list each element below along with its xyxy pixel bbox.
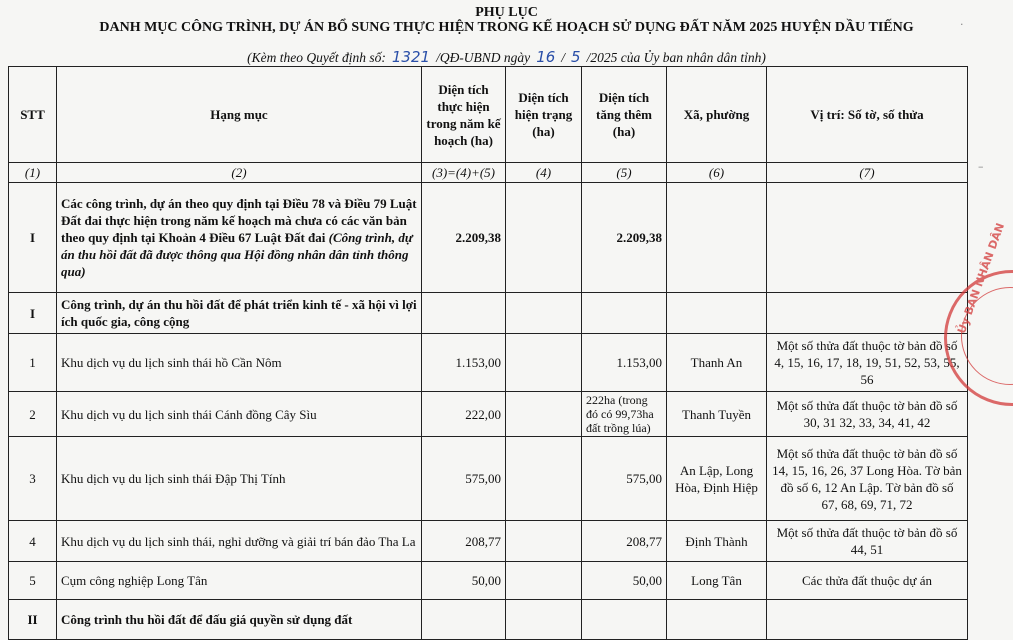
row-ht xyxy=(506,437,582,521)
project-table xyxy=(8,66,968,640)
row-vi-tri: Một số thửa đất thuộc tờ bản đồ số 14, 15, 16, 26, 37 Long Hòa. Tờ bản đồ số 6, 12 An Lập. Tờ bản đồ số 67, 68, 69, 71, 72 xyxy=(767,437,968,521)
row-dt: 222,00 xyxy=(422,392,506,437)
row-xa: An Lập, Long Hòa, Định Hiệp xyxy=(667,437,767,521)
group-stt: I xyxy=(9,183,57,293)
group-vi-tri xyxy=(767,183,968,293)
decision-day: 16 xyxy=(536,48,556,66)
row-vi-tri: Một số thửa đất thuộc tờ bản đồ số 30, 31 32, 33, 34, 41, 42 xyxy=(767,392,968,437)
row-stt: 2 xyxy=(9,392,57,437)
row-ht xyxy=(506,334,582,392)
row-dt: 50,00 xyxy=(422,562,506,600)
row-stt: 3 xyxy=(9,437,57,521)
subgroup-title: Công trình, dự án thu hồi đất để phát triển kinh tế - xã hội vì lợi ích quốc gia, công cộng xyxy=(57,293,422,334)
column-index-row xyxy=(9,163,968,183)
row-tt: 1.153,00 xyxy=(582,334,667,392)
group-title: Các công trình, dự án theo quy định tại Điều 78 và Điều 79 Luật Đất đai thực hiện trong năm kế hoạch mà chưa có các văn bản theo quy định tại Khoản 4 Điều 67 Luật Đất đai xyxy=(61,196,417,245)
header-stt: STT xyxy=(9,67,57,163)
ref-suffix: /2025 của Ủy ban nhân dân tỉnh) xyxy=(586,50,766,65)
group-dt-tang-them: 2.209,38 xyxy=(582,183,667,293)
row-vi-tri: Các thửa đất thuộc dự án xyxy=(767,562,968,600)
header-dt-thuc-hien: Diện tích thực hiện trong năm kế hoạch (ha) xyxy=(422,67,506,163)
row-xa: Thanh An xyxy=(667,334,767,392)
row-tt: 575,00 xyxy=(582,437,667,521)
subgroup-row xyxy=(9,293,968,334)
table-row xyxy=(9,437,968,521)
row-xa: Định Thành xyxy=(667,521,767,562)
row-name: Khu dịch vụ du lịch sinh thái, nghỉ dưỡng và giải trí bán đảo Tha La xyxy=(57,521,422,562)
group-note: (Công trình, dự án thu hồi đất đã được thông qua Hội đồng nhân dân tỉnh thông qua) xyxy=(61,230,413,279)
table-row xyxy=(9,334,968,392)
subgroup-stt: I xyxy=(9,293,57,334)
header-dt-tang-them: Diện tích tăng thêm (ha) xyxy=(582,67,667,163)
row-stt: 5 xyxy=(9,562,57,600)
table-row xyxy=(9,562,968,600)
row-ht xyxy=(506,521,582,562)
row-xa: Thanh Tuyền xyxy=(667,392,767,437)
row-vi-tri: Một số thửa đất thuộc tờ bản đồ số 44, 51 xyxy=(767,521,968,562)
row-tt: 50,00 xyxy=(582,562,667,600)
header-vi-tri: Vị trí: Số tờ, số thửa xyxy=(767,67,968,163)
table-row xyxy=(9,521,968,562)
table-header-row xyxy=(9,67,968,163)
decision-month: 5 xyxy=(571,48,581,66)
row-ht xyxy=(506,392,582,437)
decision-reference xyxy=(0,48,1013,66)
row-name: Khu dịch vụ du lịch sinh thái hồ Cần Nôm xyxy=(57,334,422,392)
row-stt: 1 xyxy=(9,334,57,392)
subgroup-row xyxy=(9,600,968,640)
seal-text: Ủy BAN NHÂN DÂN xyxy=(955,221,1008,336)
row-xa: Long Tân xyxy=(667,562,767,600)
subgroup-stt: II xyxy=(9,600,57,640)
header-hang-muc: Hạng mục xyxy=(57,67,422,163)
document-title: DANH MỤC CÔNG TRÌNH, DỰ ÁN BỔ SUNG THỰC HIỆN TRONG KẾ HOẠCH SỬ DỤNG ĐẤT NĂM 2025 HUYỆN DẦU TIẾNG xyxy=(99,20,914,35)
table-row xyxy=(9,392,968,437)
row-name: Khu dịch vụ du lịch sinh thái Đập Thị Tính xyxy=(57,437,422,521)
header-dt-hien-trang: Diện tích hiện trạng (ha) xyxy=(506,67,582,163)
index-cell: (6) xyxy=(667,163,767,183)
group-dt-thuc-hien: 2.209,38 xyxy=(422,183,506,293)
index-cell: (2) xyxy=(57,163,422,183)
row-vi-tri: Một số thửa đất thuộc tờ bản đồ số 4, 15, 16, 17, 18, 19, 51, 52, 53, 55, 56 xyxy=(767,334,968,392)
index-cell: (7) xyxy=(767,163,968,183)
appendix-title: PHỤ LỤC xyxy=(475,5,538,20)
index-cell: (1) xyxy=(9,163,57,183)
margin-mark: · xyxy=(960,18,964,31)
group-title-cell xyxy=(57,183,422,293)
row-name: Khu dịch vụ du lịch sinh thái Cánh đồng Cây Sìu xyxy=(57,392,422,437)
index-cell: (5) xyxy=(582,163,667,183)
ref-prefix: (Kèm theo Quyết định số: xyxy=(247,50,386,65)
row-ht xyxy=(506,562,582,600)
row-stt: 4 xyxy=(9,521,57,562)
row-name: Cụm công nghiệp Long Tân xyxy=(57,562,422,600)
row-tt: 222ha (trong đó có 99,73ha đất trồng lúa) xyxy=(582,392,667,437)
subgroup-title: Công trình thu hồi đất để đấu giá quyền sử dụng đất xyxy=(57,600,422,640)
row-tt: 208,77 xyxy=(582,521,667,562)
header-xa-phuong: Xã, phường xyxy=(667,67,767,163)
group-xa xyxy=(667,183,767,293)
row-dt: 575,00 xyxy=(422,437,506,521)
row-dt: 208,77 xyxy=(422,521,506,562)
margin-mark: – xyxy=(978,160,984,173)
row-dt: 1.153,00 xyxy=(422,334,506,392)
group-dt-hien-trang xyxy=(506,183,582,293)
decision-number: 1321 xyxy=(391,48,431,66)
index-cell: (3)=(4)+(5) xyxy=(422,163,506,183)
index-cell: (4) xyxy=(506,163,582,183)
date-separator: / xyxy=(561,50,566,65)
group-row xyxy=(9,183,968,293)
ref-middle: /QĐ-UBND ngày xyxy=(436,50,531,65)
